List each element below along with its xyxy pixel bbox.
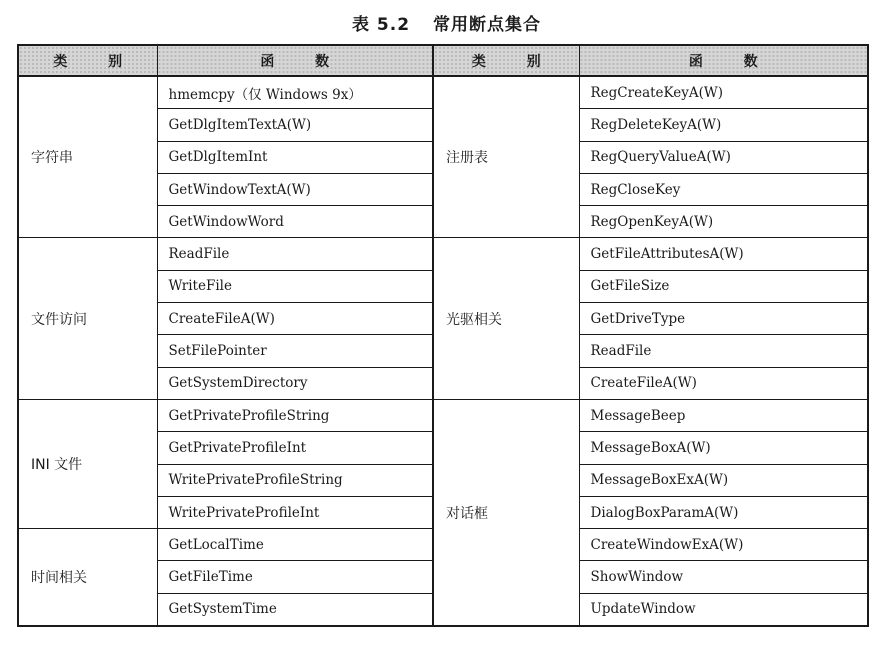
function-cell: WriteFile (157, 270, 433, 302)
function-cell: RegCloseKey (579, 173, 868, 205)
function-cell: GetLocalTime (157, 529, 433, 561)
function-cell: GetDlgItemTextA(W) (157, 109, 433, 141)
category-cell: 光驱相关 (433, 238, 579, 399)
header-row (18, 45, 868, 76)
breakpoint-table (17, 44, 869, 627)
function-cell: ShowWindow (579, 561, 868, 593)
function-cell: MessageBoxA(W) (579, 432, 868, 464)
table-row (18, 238, 868, 270)
function-cell: GetSystemDirectory (157, 367, 433, 399)
table-body (18, 76, 868, 626)
table-row (18, 76, 868, 109)
category-cell: 对话框 (433, 399, 579, 626)
table-number: 表 5.2 (352, 15, 411, 35)
function-cell: GetWindowTextA(W) (157, 173, 433, 205)
function-cell: UpdateWindow (579, 593, 868, 626)
function-cell: DialogBoxParamA(W) (579, 496, 868, 528)
table-caption (0, 10, 887, 35)
function-cell: WritePrivateProfileString (157, 464, 433, 496)
category-cell: 字符串 (18, 76, 157, 238)
function-cell: MessageBeep (579, 399, 868, 431)
function-cell: ReadFile (157, 238, 433, 270)
function-cell: WritePrivateProfileInt (157, 496, 433, 528)
function-cell: GetFileTime (157, 561, 433, 593)
function-cell: RegOpenKeyA(W) (579, 206, 868, 238)
function-cell: GetDlgItemInt (157, 141, 433, 173)
function-cell: ReadFile (579, 335, 868, 367)
function-cell: GetSystemTime (157, 593, 433, 626)
header-category-left: 类 别 (18, 45, 157, 76)
function-cell: GetPrivateProfileInt (157, 432, 433, 464)
function-cell: GetPrivateProfileString (157, 399, 433, 431)
function-cell: CreateWindowExA(W) (579, 529, 868, 561)
function-cell: GetFileSize (579, 270, 868, 302)
function-cell: hmemcpy（仅 Windows 9x） (157, 76, 433, 109)
function-cell: RegDeleteKeyA(W) (579, 109, 868, 141)
header-function-right: 函 数 (579, 45, 868, 76)
category-cell: 时间相关 (18, 529, 157, 626)
table-title: 常用断点集合 (432, 15, 541, 35)
function-cell: RegCreateKeyA(W) (579, 76, 868, 109)
header-category-right: 类 别 (433, 45, 579, 76)
function-cell: GetDriveType (579, 303, 868, 335)
header-function-left: 函 数 (157, 45, 433, 76)
category-cell: 注册表 (433, 76, 579, 238)
function-cell: CreateFileA(W) (157, 303, 433, 335)
function-cell: GetFileAttributesA(W) (579, 238, 868, 270)
function-cell: SetFilePointer (157, 335, 433, 367)
function-cell: GetWindowWord (157, 206, 433, 238)
category-cell: 文件访问 (18, 238, 157, 399)
function-cell: RegQueryValueA(W) (579, 141, 868, 173)
function-cell: CreateFileA(W) (579, 367, 868, 399)
function-cell: MessageBoxExA(W) (579, 464, 868, 496)
table-row (18, 399, 868, 431)
category-cell: INI 文件 (18, 399, 157, 528)
